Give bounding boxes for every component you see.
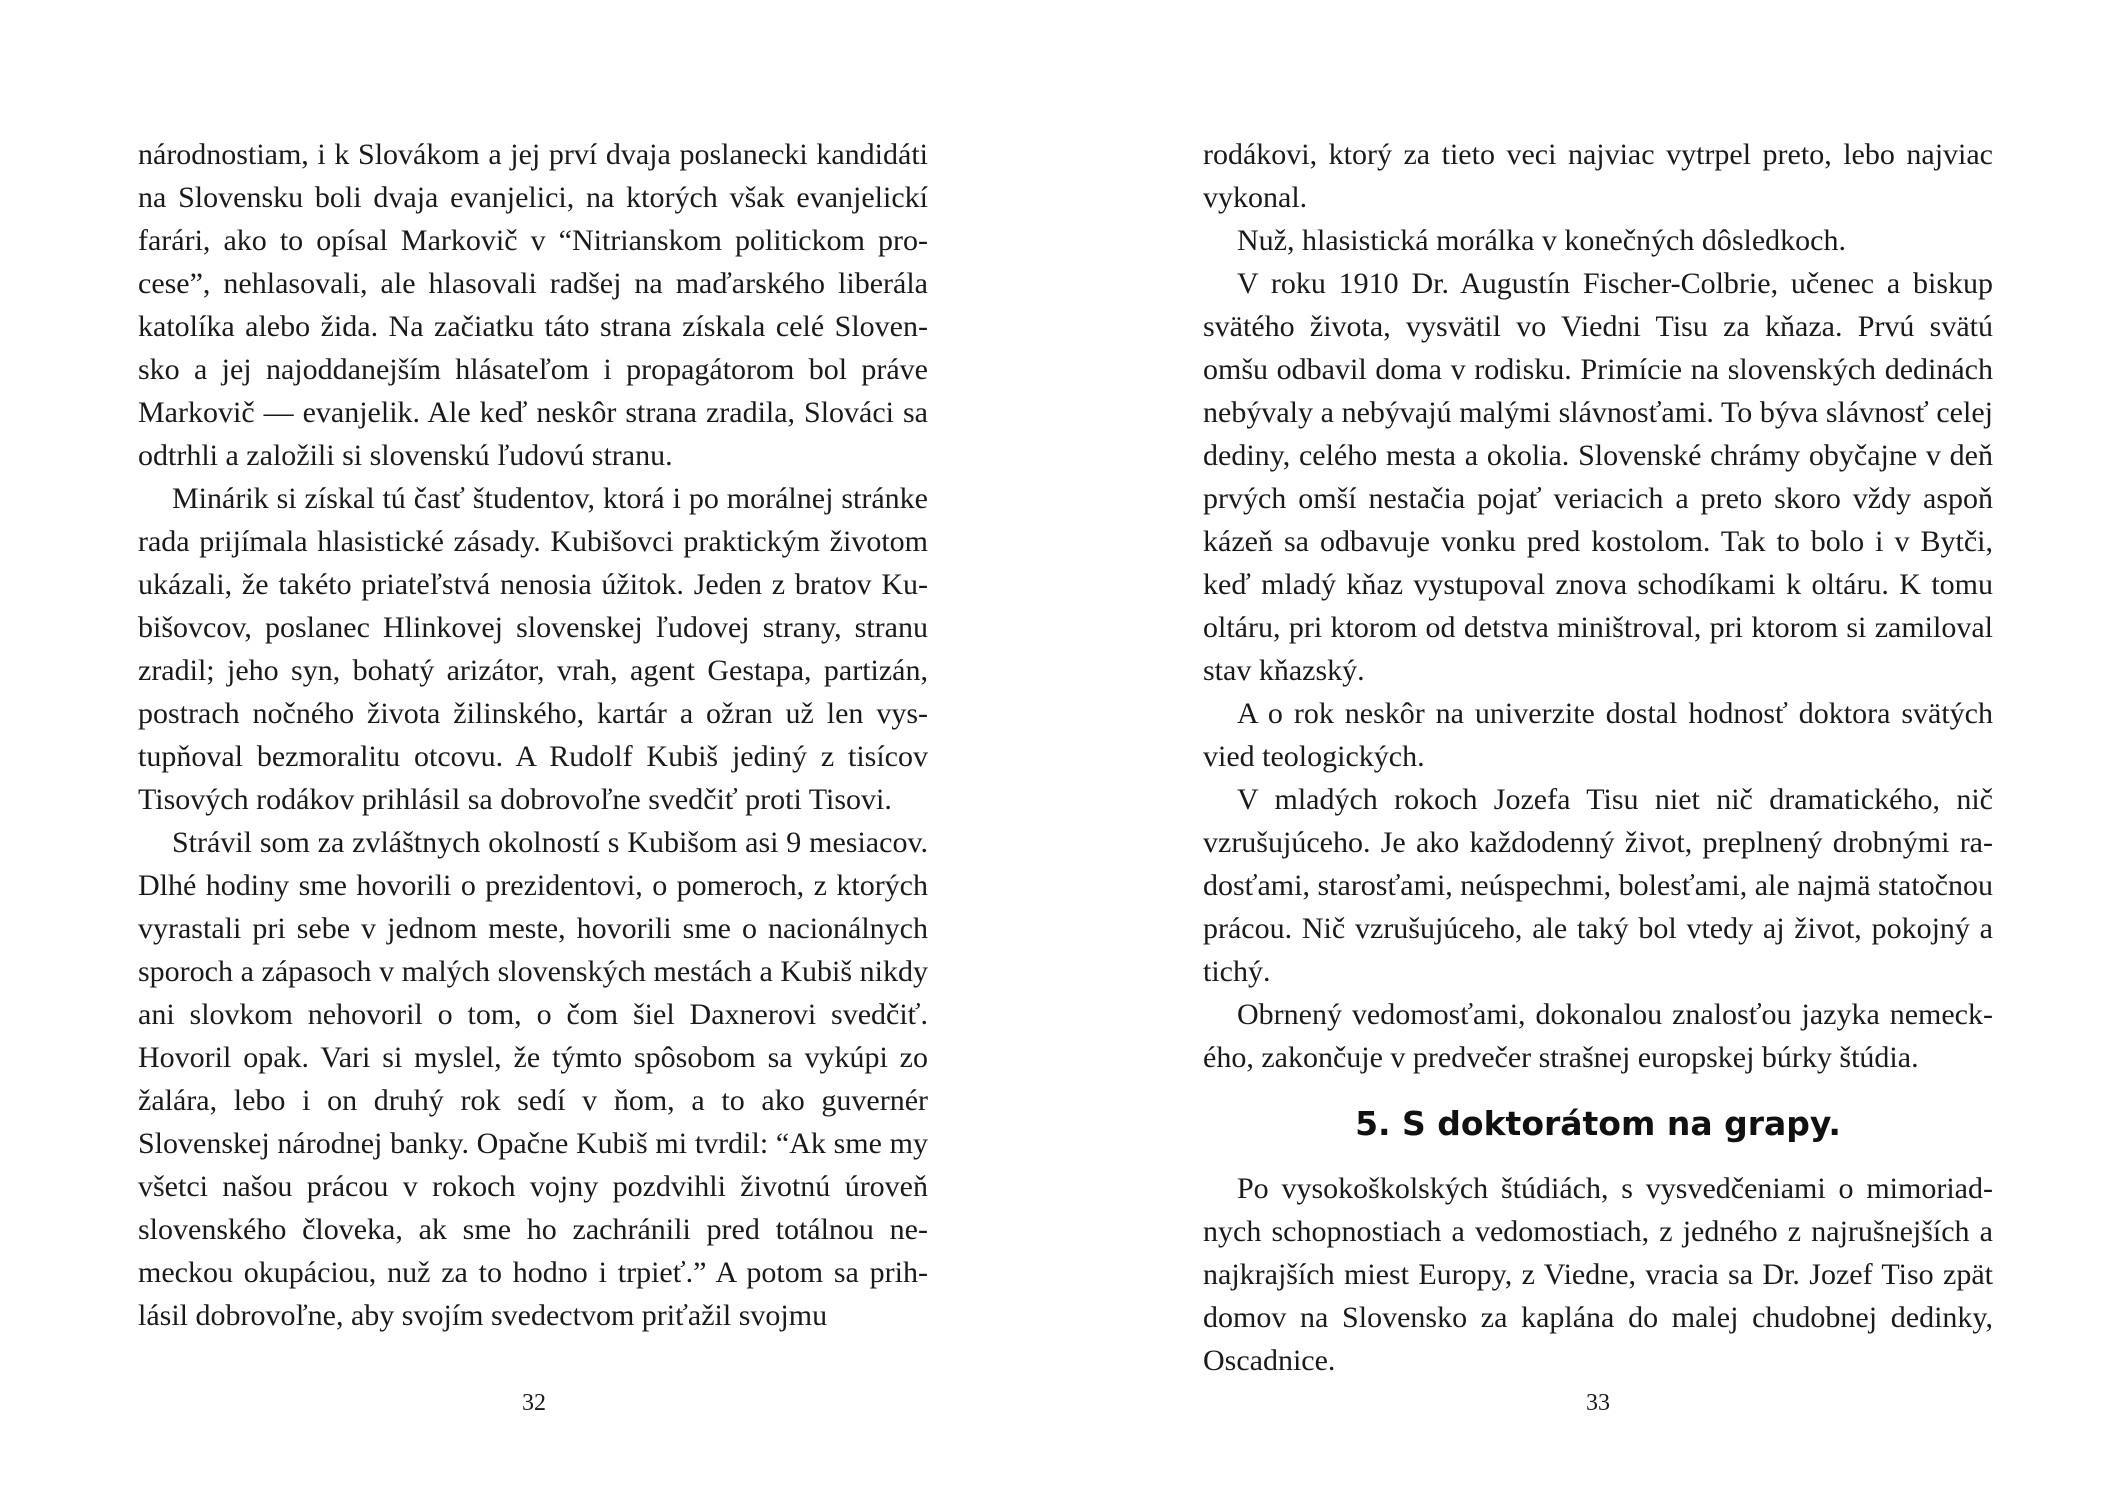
section-heading: 5. S doktorátom na grapy. — [1355, 1104, 1841, 1143]
paragraph: Minárik si získal tú časť študentov, ktorá i po morálnej stránke rada prijímala hlasistické zásady. Kubišovci praktickým životom ukázali, že takéto priateľstvá nenosia úžitok. Jeden z bratov Kubišovcov, poslanec Hlinkovej slovenskej ľudovej strany, stranu zradil; jeho syn, bohatý arizátor, vrah, agent Gestapa, partizán, postrach nočného života žilinského, kartár a ožran už len vystupňoval bezmoralitu otcovu. A Rudolf Kubiš jediný z tisícov Tisových rodákov prihlásil sa dobrovoľne svedčiť proti Tisovi. — [138, 482, 928, 816]
page-number: 33 — [1586, 1390, 1610, 1416]
left-page-text — [138, 133, 928, 1337]
paragraph: A o rok neskôr na univerzite dostal hodnosť doktora svätých vied teologických. — [1203, 697, 1993, 773]
paragraph: V mladých rokoch Jozefa Tisu niet nič dramatického, nič vzrušujúceho. Je ako každodenný život, preplnený drobnými radosťami, starosťami, neúspechmi, bolesťami, ale najmä statočnou prácou. Nič vzrušujúceho, ale taký bol vtedy aj život, pokojný a tichý. — [1203, 783, 1993, 988]
paragraph: národnostiam, i k Slovákom a jej prví dvaja poslanecki kandidáti na Slovensku boli dvaja evanjelici, na ktorých však evanjelickí farári, ako to opísal Markovič v “Nitrianskom politickom procese”, nehlasovali, ale hlasovali radšej na maďarského liberála katolíka alebo žida. Na začiatku táto strana získala celé Slovensko a jej najoddanejším hlásateľom i propagátorom bol práve Markovič — evanjelik. Ale keď neskôr strana zradila, Slováci sa odtrhli a založili si slovenskú ľudovú stranu. — [138, 138, 928, 472]
paragraph: V roku 1910 Dr. Augustín Fischer-Colbrie, učenec a biskup svätého života, vysvätil vo Viedni Tisu za kňaza. Prvú svätú omšu odbavil doma v rodisku. Primície na slovenských dedinách nebývaly a nebývajú malými slávnosťami. To býva slávnosť celej dediny, celého mesta a okolia. Slovenské chrámy obyčajne v deň prvých omší nestačia pojať veriacich a preto skoro vždy aspoň kázeň sa odbavuje vonku pred kostolom. Tak to bolo i v Bytči, keď mladý kňaz vystupoval znova schodíkami k oltáru. K tomu oltáru, pri ktorom od detstva miništroval, pri ktorom si zamiloval stav kňazský. — [1203, 267, 1993, 687]
paragraph: Strávil som za zvláštnych okolností s Kubišom asi 9 mesiacov. Dlhé hodiny sme hovorili o prezidentovi, o pomeroch, z ktorých vyrastali pri sebe v jednom meste, hovorili sme o nacionálnych sporoch a zápasoch v malých slovenských mestách a Kubiš nikdy ani slovkom nehovoril o tom, o čom šiel Daxnerovi svedčiť. Hovoril opak. Vari si myslel, že týmto spôsobom sa vykúpi zo žalára, lebo i on druhý rok sedí v ňom, a to ako guvernér Slovenskej národnej banky. Opačne Kubiš mi tvrdil: “Ak sme my všetci našou prácou v rokoch vojny pozdvihli životnú úroveň slovenského človeka, ak sme ho zachránili pred totálnou nemeckou okupáciou, nuž za to hodno i trpieť.” A potom sa prihlásil dobrovoľne, aby svojím svedectvom priťažil svojmu — [138, 826, 928, 1332]
paragraph: rodákovi, ktorý za tieto veci najviac vytrpel preto, lebo najviac vykonal. — [1203, 138, 1993, 214]
paragraph: Obrnený vedomosťami, dokonalou znalosťou jazyka nemeckého, zakončuje v predvečer strašnej europskej búrky štúdia. — [1203, 998, 1993, 1074]
right-page — [1059, 0, 2118, 1500]
right-page-text — [1203, 133, 1993, 1382]
page-number: 32 — [522, 1390, 546, 1416]
paragraph: Nuž, hlasistická morálka v konečných dôsledkoch. — [1237, 224, 1846, 257]
paragraph: Po vysokoškolských štúdiách, s vysvedčeniami o mimoriadnych schopnostiach a vedomostiach, z jedného z najrušnejších a najkrajších miest Europy, z Viedne, vracia sa Dr. Jozef Tiso zpät domov na Slovensko za kaplána do malej chudobnej dedinky, Oscadnice. — [1203, 1172, 1993, 1377]
